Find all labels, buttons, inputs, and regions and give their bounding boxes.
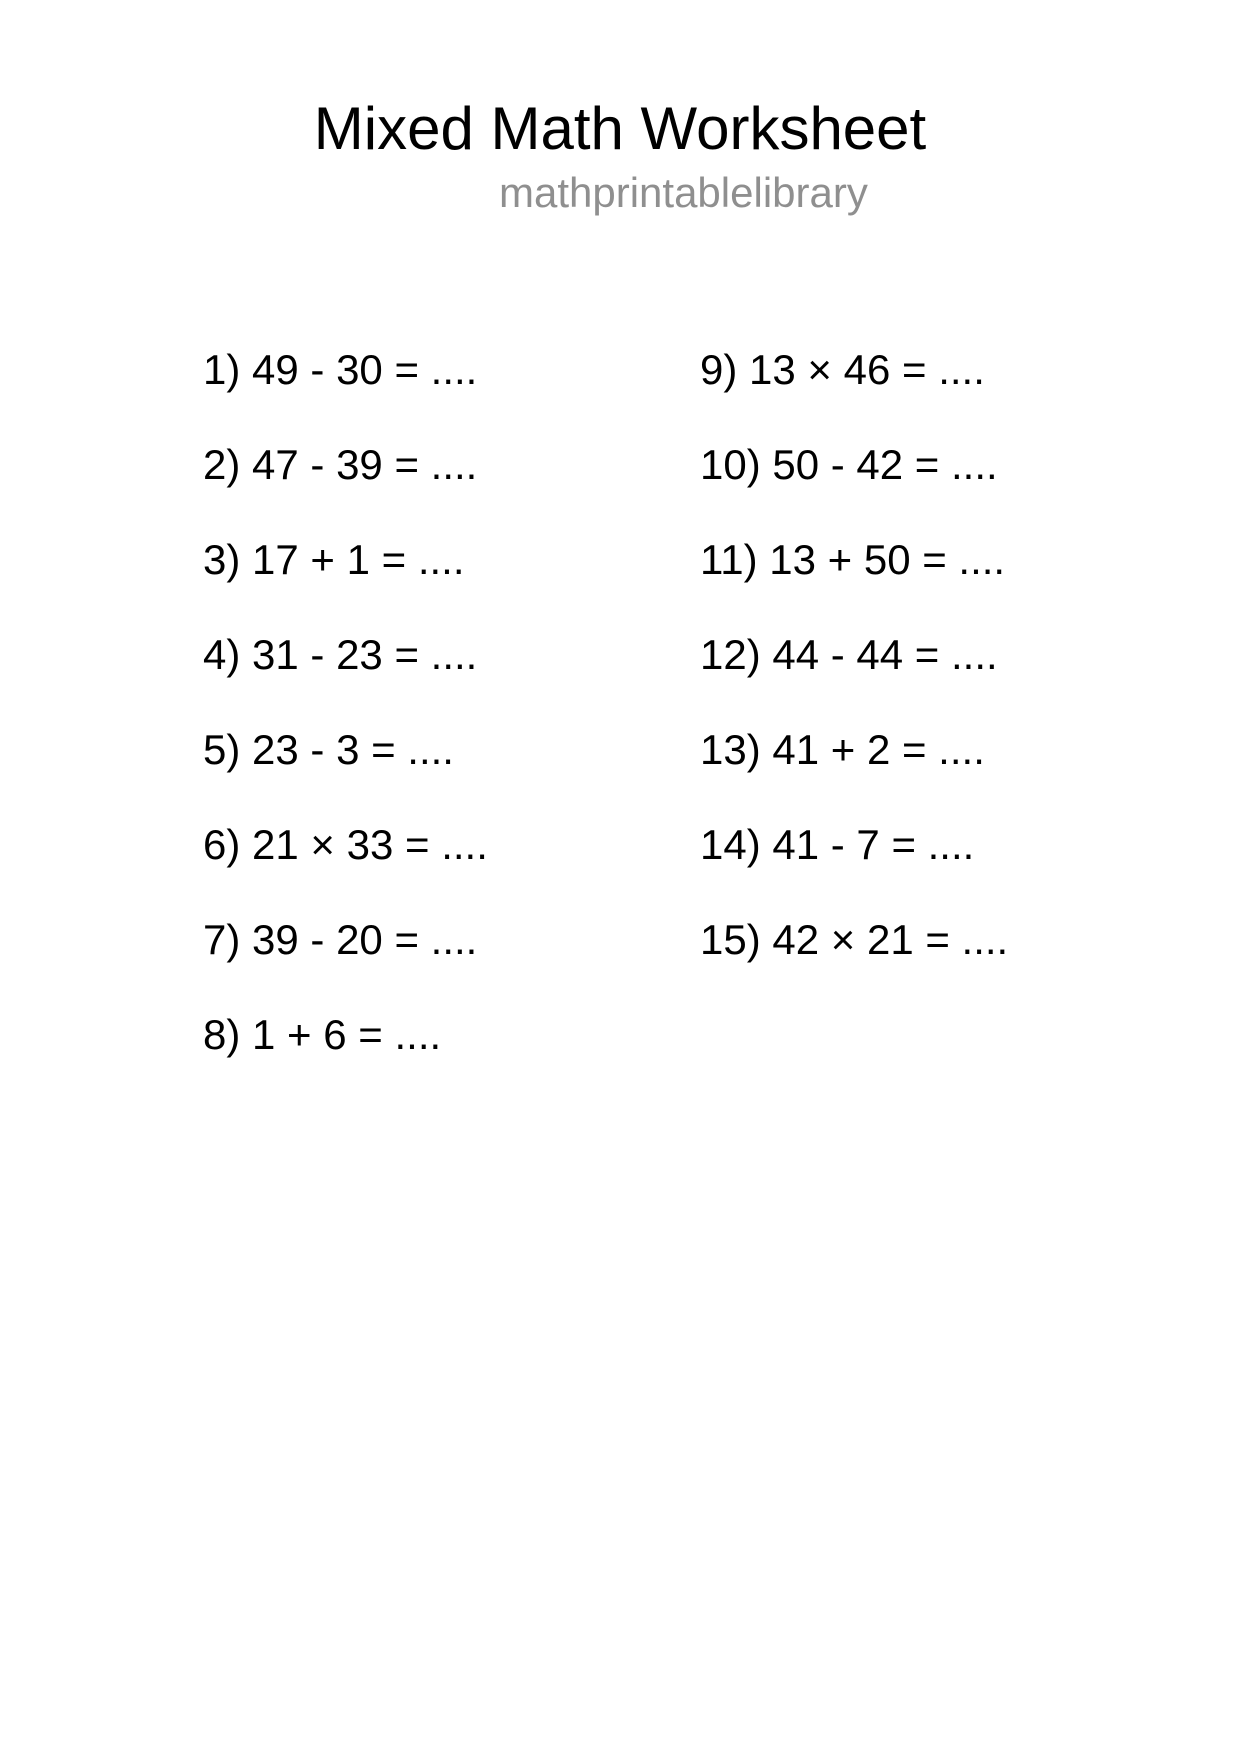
problem-row-7 (203, 916, 488, 963)
problem-expression: 39 - 20 = .... (252, 916, 478, 963)
page-title: Mixed Math Worksheet (313, 95, 927, 162)
problem-number: 13) (700, 726, 761, 773)
problem-expression: 1 + 6 = .... (252, 1011, 442, 1058)
problem-expression: 44 - 44 = .... (772, 631, 998, 678)
problem-expression: 23 - 3 = .... (252, 726, 454, 773)
problem-number: 6) (203, 821, 241, 868)
problem-row-4 (203, 631, 488, 678)
page-subtitle: mathprintablelibrary (499, 169, 868, 216)
problem-number: 7) (203, 916, 241, 963)
problem-number: 11) (700, 536, 758, 583)
problems-column-left (203, 346, 488, 1058)
problem-row-1 (203, 346, 488, 393)
problem-number: 15) (700, 916, 761, 963)
problems-column-right (700, 346, 1009, 963)
problem-row-12 (700, 631, 1008, 678)
problem-row-10 (700, 441, 1008, 488)
problem-expression: 21 × 33 = .... (252, 821, 488, 868)
problem-number: 14) (700, 821, 761, 868)
problem-row-8 (203, 1011, 488, 1058)
problem-row-11 (700, 536, 1008, 583)
problem-row-2 (203, 441, 488, 488)
problem-expression: 31 - 23 = .... (252, 631, 478, 678)
problem-row-6 (203, 821, 488, 868)
problem-row-13 (700, 726, 1008, 773)
problem-expression: 41 - 7 = .... (772, 821, 975, 868)
problem-row-3 (203, 536, 488, 583)
problem-expression: 47 - 39 = .... (252, 441, 478, 488)
problem-expression: 13 × 46 = .... (749, 346, 985, 393)
problem-row-15 (700, 916, 1009, 963)
problem-number: 5) (203, 726, 241, 773)
problem-number: 1) (203, 346, 241, 393)
problem-expression: 13 + 50 = .... (769, 536, 1006, 583)
problem-expression: 42 × 21 = .... (772, 916, 1009, 963)
problem-number: 3) (203, 536, 241, 583)
problem-number: 8) (203, 1011, 241, 1058)
problem-expression: 41 + 2 = .... (772, 726, 985, 773)
problem-number: 10) (700, 441, 761, 488)
problem-number: 2) (203, 441, 241, 488)
problem-row-9 (700, 346, 1008, 393)
problem-number: 9) (700, 346, 738, 393)
problem-expression: 17 + 1 = .... (252, 536, 465, 583)
problem-number: 12) (700, 631, 761, 678)
problem-number: 4) (203, 631, 241, 678)
problem-row-5 (203, 726, 488, 773)
problem-expression: 50 - 42 = .... (772, 441, 998, 488)
problem-row-14 (700, 821, 1008, 868)
problem-expression: 49 - 30 = .... (252, 346, 478, 393)
